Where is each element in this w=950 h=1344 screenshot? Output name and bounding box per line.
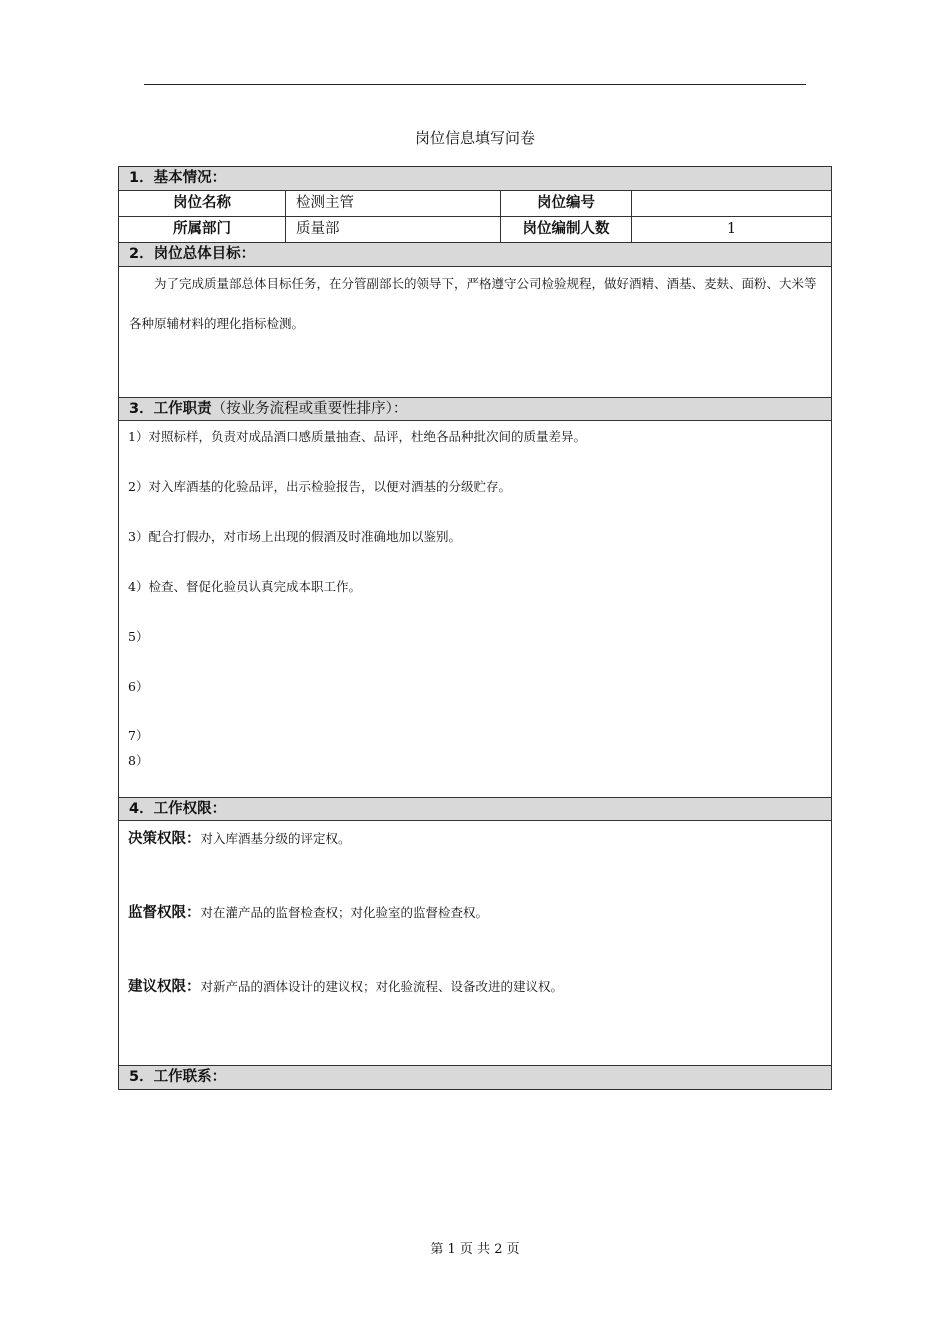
header-rule — [144, 84, 806, 85]
authority-suggestion-label: 建议权限： — [128, 979, 201, 995]
responsibility-item: 4）检查、督促化验员认真完成本职工作。 — [128, 579, 361, 594]
document-title: 岗位信息填写问卷 — [414, 129, 535, 147]
authority-supervision-text: 对在灌产品的监督检查权；对化验室的监督检查权。 — [200, 905, 489, 920]
position-name-value[interactable]: 检测主管 — [286, 191, 501, 217]
department-value[interactable]: 质量部 — [286, 217, 501, 243]
authority-decision-label: 决策权限： — [128, 831, 201, 847]
responsibilities-title: 3．工作职责 — [129, 401, 212, 417]
authority-suggestion-text: 对新产品的酒体设计的建议权；对化验流程、设备改进的建议权。 — [200, 979, 564, 994]
headcount-label: 岗位编制人数 — [501, 217, 632, 243]
section-basic-info-heading: 1．基本情况： — [119, 167, 831, 191]
section-authority-heading: 4．工作权限： — [119, 797, 831, 821]
section-responsibilities-heading — [119, 397, 831, 421]
department-label: 所属部门 — [119, 217, 286, 243]
responsibility-item: 3）配合打假办，对市场上出现的假酒及时准确地加以鉴别。 — [128, 529, 461, 544]
responsibility-item: 7） — [128, 728, 149, 743]
headcount-value[interactable]: 1 — [632, 217, 831, 243]
overall-goal-text: 为了完成质量部总体目标任务，在分管副部长的领导下，严格遵守公司检验规程，做好酒精、酒基、麦麸、面粉、大米等各种原辅材料的理化指标检测。 — [129, 276, 817, 331]
responsibility-item: 1）对照标样，负责对成品酒口感质量抽查、品评，杜绝各品种批次间的质量差异。 — [128, 429, 586, 444]
authority-suggestion — [128, 975, 563, 996]
authority-decision-text: 对入库酒基分级的评定权。 — [200, 831, 351, 846]
position-code-label: 岗位编号 — [501, 191, 632, 217]
responsibility-item: 5） — [128, 629, 149, 644]
responsibility-item: 6） — [128, 679, 149, 694]
position-name-label: 岗位名称 — [119, 191, 286, 217]
responsibilities-note: （按业务流程或重要性排序）： — [211, 401, 408, 417]
responsibility-item: 2）对入库酒基的化验品评，出示检验报告，以便对酒基的分级贮存。 — [128, 479, 511, 494]
page-footer: 第 1 页 共 2 页 — [430, 1242, 520, 1257]
authority-supervision-label: 监督权限： — [128, 905, 201, 921]
authority-decision — [128, 827, 351, 848]
authority-supervision — [128, 901, 488, 922]
position-code-value[interactable] — [632, 191, 831, 217]
section-overall-goal-heading: 2．岗位总体目标： — [119, 243, 831, 267]
section-work-relations-heading: 5．工作联系： — [119, 1065, 831, 1089]
responsibility-item: 8） — [128, 753, 149, 768]
questionnaire-form — [118, 166, 832, 1090]
